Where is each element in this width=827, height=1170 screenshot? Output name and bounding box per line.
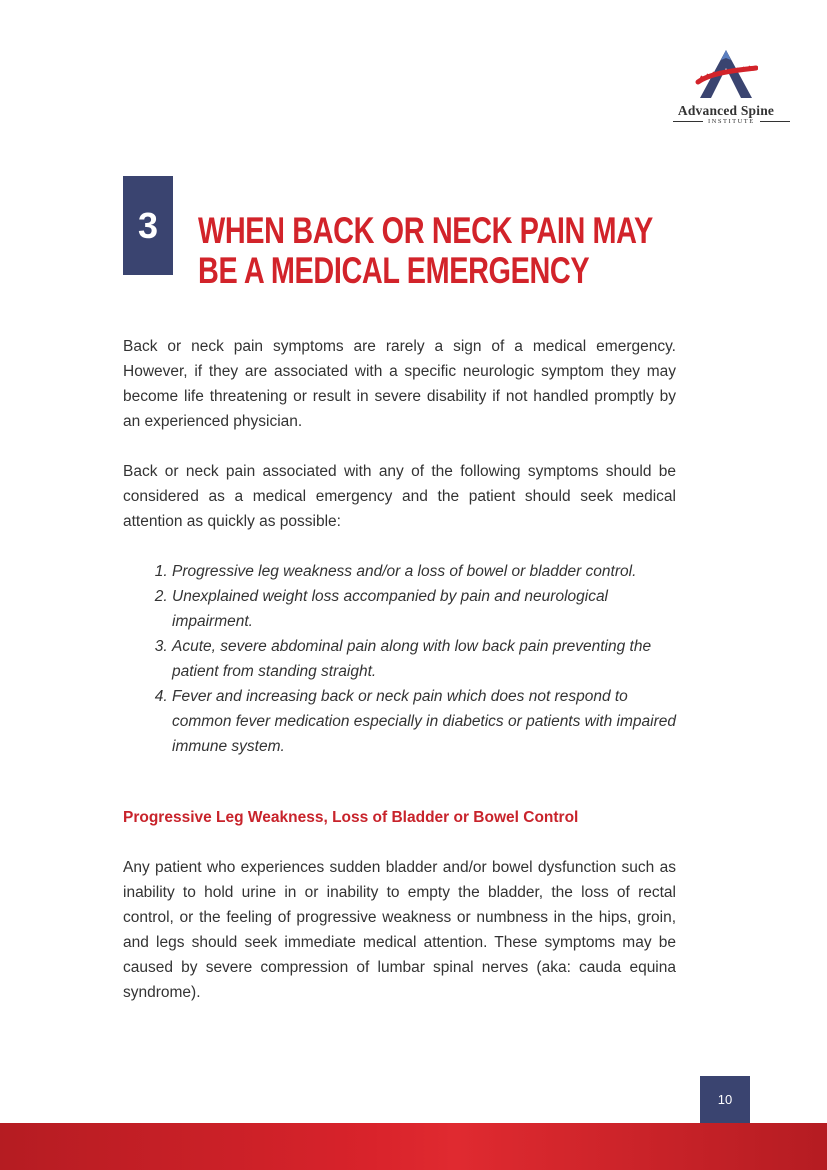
list-item: 1. Progressive leg weakness and/or a loss of bowel or bladder control. bbox=[172, 559, 676, 584]
chapter-number: 3 bbox=[123, 176, 173, 275]
main-content bbox=[123, 334, 676, 1005]
spine-logo-icon bbox=[694, 48, 758, 102]
section-paragraph: Any patient who experiences sudden bladder and/or bowel dysfunction such as inability to hold urine in or inability to empty the bladder, the loss of rectal control, or the feeling of progressive weakness or numbness in the hips, groin, and legs should seek immediate medical attention. These symptoms may be caused by severe compression of lumbar spinal nerves (aka: cauda equina syndrome). bbox=[123, 859, 676, 1001]
intro-paragraph-2: Back or neck pain associated with any of the following symptoms should be considered as a medical emergency and the patient should seek medical attention as quickly as possible: bbox=[123, 463, 676, 530]
footer-band bbox=[0, 1123, 827, 1170]
list-item: 3. Acute, severe abdominal pain along with low back pain preventing the patient from standing straight. bbox=[172, 634, 676, 684]
list-item: 4. Fever and increasing back or neck pain which does not respond to common fever medication especially in diabetics or patients with impaired immune system. bbox=[172, 684, 676, 759]
brand-name: Advanced Spine bbox=[677, 103, 775, 118]
list-item: 2. Unexplained weight loss accompanied by pain and neurological impairment. bbox=[172, 584, 676, 634]
brand-subtitle: INSTITUTE bbox=[668, 118, 784, 125]
symptom-list bbox=[123, 559, 676, 759]
brand-logo bbox=[668, 48, 784, 128]
page-number: 10 bbox=[700, 1076, 750, 1123]
section-heading: Progressive Leg Weakness, Loss of Bladder or Bowel Control bbox=[123, 809, 579, 826]
intro-paragraph-1: Back or neck pain symptoms are rarely a sign of a medical emergency. However, if they are associated with a specific neurologic symptom they may become life threatening or result in severe disability if not handled promptly by an experienced physician. bbox=[123, 338, 676, 430]
title-line-1: WHEN BACK OR NECK PAIN MAY bbox=[198, 210, 653, 251]
title-line-2: BE A MEDICAL EMERGENCY bbox=[198, 250, 590, 291]
page-title bbox=[198, 210, 653, 291]
